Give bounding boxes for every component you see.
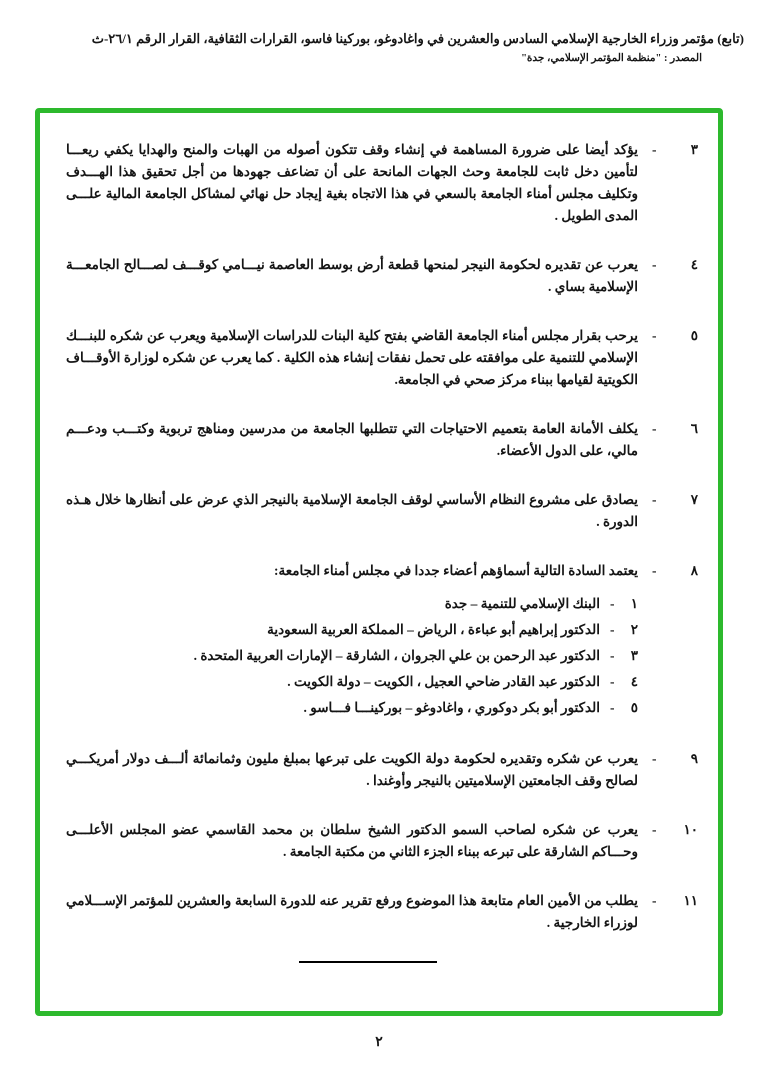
member-item xyxy=(66,669,638,695)
clause-text xyxy=(66,560,638,721)
member-number xyxy=(610,617,638,643)
member-number-dash: - xyxy=(610,674,615,689)
clause-text: يعرب عن شكره لصاحب السمو الدكتور الشيخ سلطان بن محمد القاسمي عضو المجلس الأعلـــى وحـــاكم الشارقة على تبرعه ببناء الجزء الثاني من مكتبة الجامعة . xyxy=(66,822,638,859)
clause-number-value: ٧ xyxy=(690,492,698,507)
member-number-dash: - xyxy=(610,596,615,611)
resolution-clause xyxy=(66,325,698,391)
clause-number-value: ١٠ xyxy=(683,822,698,837)
member-item xyxy=(66,617,638,643)
member-item xyxy=(66,695,638,721)
clause-number-dash: - xyxy=(652,893,657,908)
clause-number xyxy=(652,139,698,161)
clause-number-dash: - xyxy=(652,421,657,436)
member-number-dash: - xyxy=(610,648,615,663)
clause-number-value: ٣ xyxy=(690,142,698,157)
clause-number xyxy=(652,819,698,841)
resolution-clause xyxy=(66,418,698,462)
clause-number-dash: - xyxy=(652,142,657,157)
clause-lead-text: يعتمد السادة التالية أسماؤهم أعضاء جددا في مجلس أمناء الجامعة: xyxy=(274,563,638,578)
member-number xyxy=(610,669,638,695)
resolution-frame xyxy=(35,108,723,1016)
header-source-line: المصدر : "منظمة المؤتمر الإسلامي، جدة" xyxy=(521,53,702,64)
member-name: الدكتور عبد الرحمن بن علي الجروان ، الشارقة – الإمارات العربية المتحدة . xyxy=(193,648,600,663)
member-number xyxy=(610,591,638,617)
clause-number-value: ٨ xyxy=(690,563,698,578)
resolution-clause xyxy=(66,819,698,863)
resolution-clause xyxy=(66,489,698,533)
clause-text: يطلب من الأمين العام متابعة هذا الموضوع ورفع تقرير عنه للدورة السابعة والعشرين للمؤتمر الإســـلامي لوزراء الخارجية . xyxy=(66,893,638,930)
clause-text: يعرب عن تقديره لحكومة النيجر لمنحها قطعة أرض بوسط العاصمة نيـــامي كوقـــف لصـــالح الجامعـــة الإسلامية بساي . xyxy=(66,257,638,294)
document-header xyxy=(0,0,758,66)
page-number: ٢ xyxy=(375,1035,383,1050)
member-number-value: ٥ xyxy=(630,700,638,715)
clause-number xyxy=(652,748,698,770)
member-name: الدكتور أبو بكر دوكوري ، واغادوغو – بوركينـــا فـــاسو . xyxy=(303,700,600,715)
clause-text: يرحب بقرار مجلس أمناء الجامعة القاضي بفتح كلية البنات للدراسات الإسلامية ويعرب عن شكره للبنـــك الإسلامي للتنمية على موافقته على تحمل نفقات إنشاء هذه الكلية . كما يعرب عن شكره لوزارة الأوقـــاف الكويتية لقيامها ببناء مركز صحي في الجامعة. xyxy=(66,328,638,387)
resolution-clause xyxy=(66,890,698,934)
clause-number-value: ٦ xyxy=(690,421,698,436)
clause-text: يؤكد أيضا على ضرورة المساهمة في إنشاء وقف تتكون أصوله من الهبات والمنح والهدايا يكفي ريعـــا لتأمين دخل ثابت للجامعة وحث الجهات المانحة على أن تضاعف جهودها من أجل تحقيق هذا الهـــدف وتكليف مجلس أمناء الجامعة بالسعي في هذا الاتجاه بغية إيجاد حل نهائي لمشاكل الجامعة المالية علـــى المدى الطويل . xyxy=(66,142,638,223)
member-name: الدكتور إبراهيم أبو عباءة ، الرياض – المملكة العربية السعودية xyxy=(267,622,600,637)
member-list xyxy=(66,591,638,721)
clause-number-dash: - xyxy=(652,257,657,272)
resolution-clause xyxy=(66,560,698,721)
clause-number xyxy=(652,418,698,440)
member-number xyxy=(610,643,638,669)
clause-number-dash: - xyxy=(652,563,657,578)
resolution-clause xyxy=(66,139,698,227)
member-number-value: ٤ xyxy=(630,674,638,689)
end-divider-line xyxy=(299,961,437,963)
member-number-dash: - xyxy=(610,700,615,715)
member-name: الدكتور عبد القادر ضاحي العجيل ، الكويت – دولة الكويت . xyxy=(287,674,600,689)
clause-text: يصادق على مشروع النظام الأساسي لوقف الجامعة الإسلامية بالنيجر الذي عرض على أنظارها خلال هـذه الدورة . xyxy=(66,492,638,529)
clause-number-value: ٥ xyxy=(690,328,698,343)
clause-number xyxy=(652,560,698,582)
clause-number xyxy=(652,890,698,912)
clause-text: يعرب عن شكره وتقديره لحكومة دولة الكويت على تبرعها بمبلغ مليون وثمانمائة ألـــف دولار أمريكـــي لصالح وقف الجامعتين الإسلاميتين بالنيجر وأوغندا . xyxy=(66,751,638,788)
member-number-value: ٣ xyxy=(630,648,638,663)
clause-number-value: ١١ xyxy=(683,893,698,908)
header-title-line: (تابع) مؤتمر وزراء الخارجية الإسلامي السادس والعشرين في واغادوغو، بوركينا فاسو، القرارات الثقافية، القرار الرقم ٢٦/١-ث xyxy=(91,31,744,46)
member-number-value: ١ xyxy=(630,596,638,611)
clause-number-dash: - xyxy=(652,822,657,837)
member-item xyxy=(66,643,638,669)
clause-number-dash: - xyxy=(652,751,657,766)
clause-number-value: ٤ xyxy=(690,257,698,272)
clause-number-dash: - xyxy=(652,492,657,507)
clause-number-dash: - xyxy=(652,328,657,343)
clause-number xyxy=(652,489,698,511)
member-number-value: ٢ xyxy=(630,622,638,637)
resolution-clause xyxy=(66,748,698,792)
resolution-clause xyxy=(66,254,698,298)
member-number xyxy=(610,695,638,721)
member-item xyxy=(66,591,638,617)
clause-number xyxy=(652,325,698,347)
member-name: البنك الإسلامي للتنمية – جدة xyxy=(444,596,600,611)
clause-text: يكلف الأمانة العامة بتعميم الاحتياجات التي تتطلبها الجامعة من مدرسين ومناهج تربوية وكتـــب ودعـــم مالي، على الدول الأعضاء. xyxy=(66,421,638,458)
clause-number-value: ٩ xyxy=(690,751,698,766)
clause-number xyxy=(652,254,698,276)
member-number-dash: - xyxy=(610,622,615,637)
